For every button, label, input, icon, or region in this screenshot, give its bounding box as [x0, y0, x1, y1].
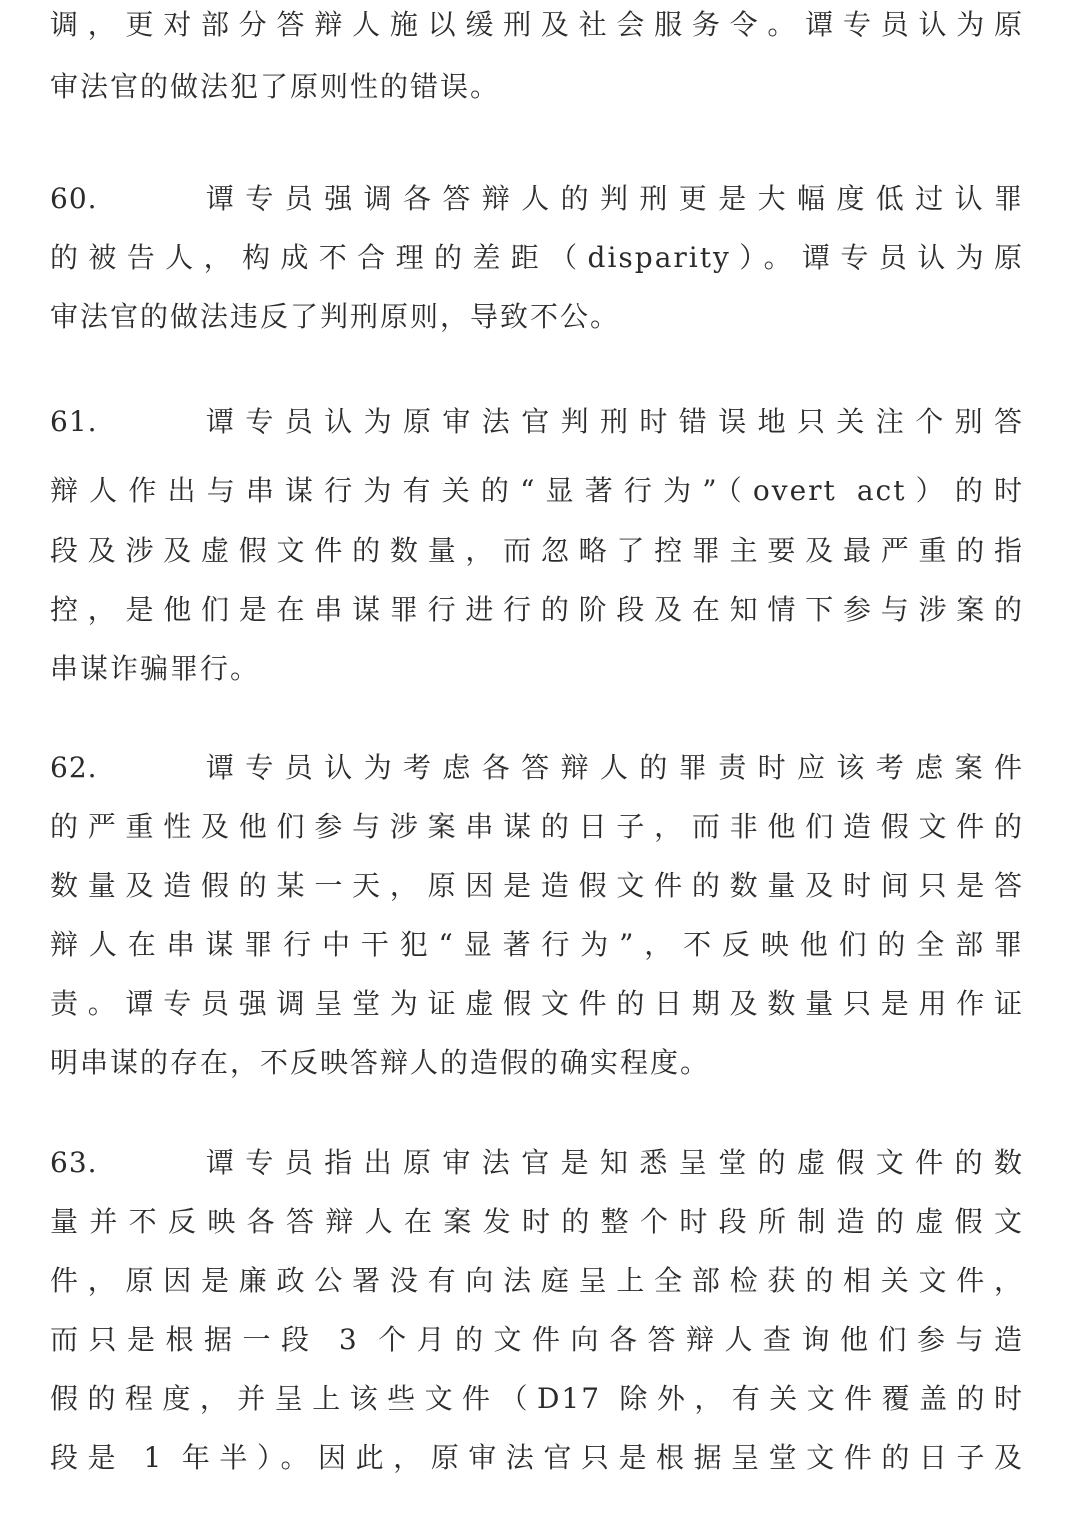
paragraph-line: 而只是根据一段 3 个月的文件向各答辩人查询他们参与造	[50, 1323, 1024, 1356]
paragraph-number: 62.	[50, 751, 98, 784]
paragraph-line: 数量及造假的某一天，原因是造假文件的数量及时间只是答	[50, 869, 1024, 902]
paragraph-line: 串谋诈骗罪行。	[50, 652, 261, 685]
paragraph-line: 辩人在串谋罪行中干犯“显著行为”，不反映他们的全部罪	[50, 928, 1024, 961]
paragraph-line: 件，原因是廉政公署没有向法庭呈上全部检获的相关文件，	[50, 1264, 1024, 1297]
paragraph-number: 61.	[50, 405, 98, 438]
paragraph-line: 段及涉及虚假文件的数量，而忽略了控罪主要及最严重的指	[50, 534, 1024, 567]
paragraph-text: 谭专员强调各答辩人的判刑更是大幅度低过认罪	[206, 182, 1024, 215]
paragraph-line: 责。谭专员强调呈堂为证虚假文件的日期及数量只是用作证	[50, 987, 1024, 1020]
paragraph-line: 量并不反映各答辩人在案发时的整个时段所制造的虚假文	[50, 1205, 1024, 1238]
paragraph-60-first-line	[50, 177, 1024, 221]
paragraph-line: 辩人作出与串谋行为有关的“显著行为”（overt act）的时	[50, 474, 1024, 507]
intro-line: 调，更对部分答辩人施以缓刑及社会服务令。谭专员认为原	[50, 8, 1024, 41]
intro-line: 审法官的做法犯了原则性的错误。	[50, 70, 501, 103]
paragraph-text: 谭专员认为原审法官判刑时错误地只关注个别答	[206, 405, 1024, 438]
paragraph-line: 段是 1 年半）。因此，原审法官只是根据呈堂文件的日子及	[50, 1441, 1024, 1474]
paragraph-text: 谭专员认为考虑各答辩人的罪责时应该考虑案件	[206, 751, 1024, 784]
paragraph-line: 明串谋的存在，不反映答辩人的造假的确实程度。	[50, 1046, 711, 1079]
paragraph-line: 的被告人，构成不合理的差距（disparity）。谭专员认为原	[50, 241, 1024, 274]
paragraph-62-first-line	[50, 746, 1024, 790]
paragraph-number: 60.	[50, 182, 98, 215]
paragraph-line: 的严重性及他们参与涉案串谋的日子，而非他们造假文件的	[50, 810, 1024, 843]
paragraph-text: 谭专员指出原审法官是知悉呈堂的虚假文件的数	[206, 1146, 1024, 1179]
paragraph-line: 假的程度，并呈上该些文件（D17 除外，有关文件覆盖的时	[50, 1382, 1024, 1415]
paragraph-line: 控，是他们是在串谋罪行进行的阶段及在知情下参与涉案的	[50, 593, 1024, 626]
paragraph-number: 63.	[50, 1146, 98, 1179]
paragraph-61-first-line	[50, 400, 1024, 444]
paragraph-line: 审法官的做法违反了判刑原则，导致不公。	[50, 300, 621, 333]
paragraph-63-first-line	[50, 1141, 1024, 1185]
